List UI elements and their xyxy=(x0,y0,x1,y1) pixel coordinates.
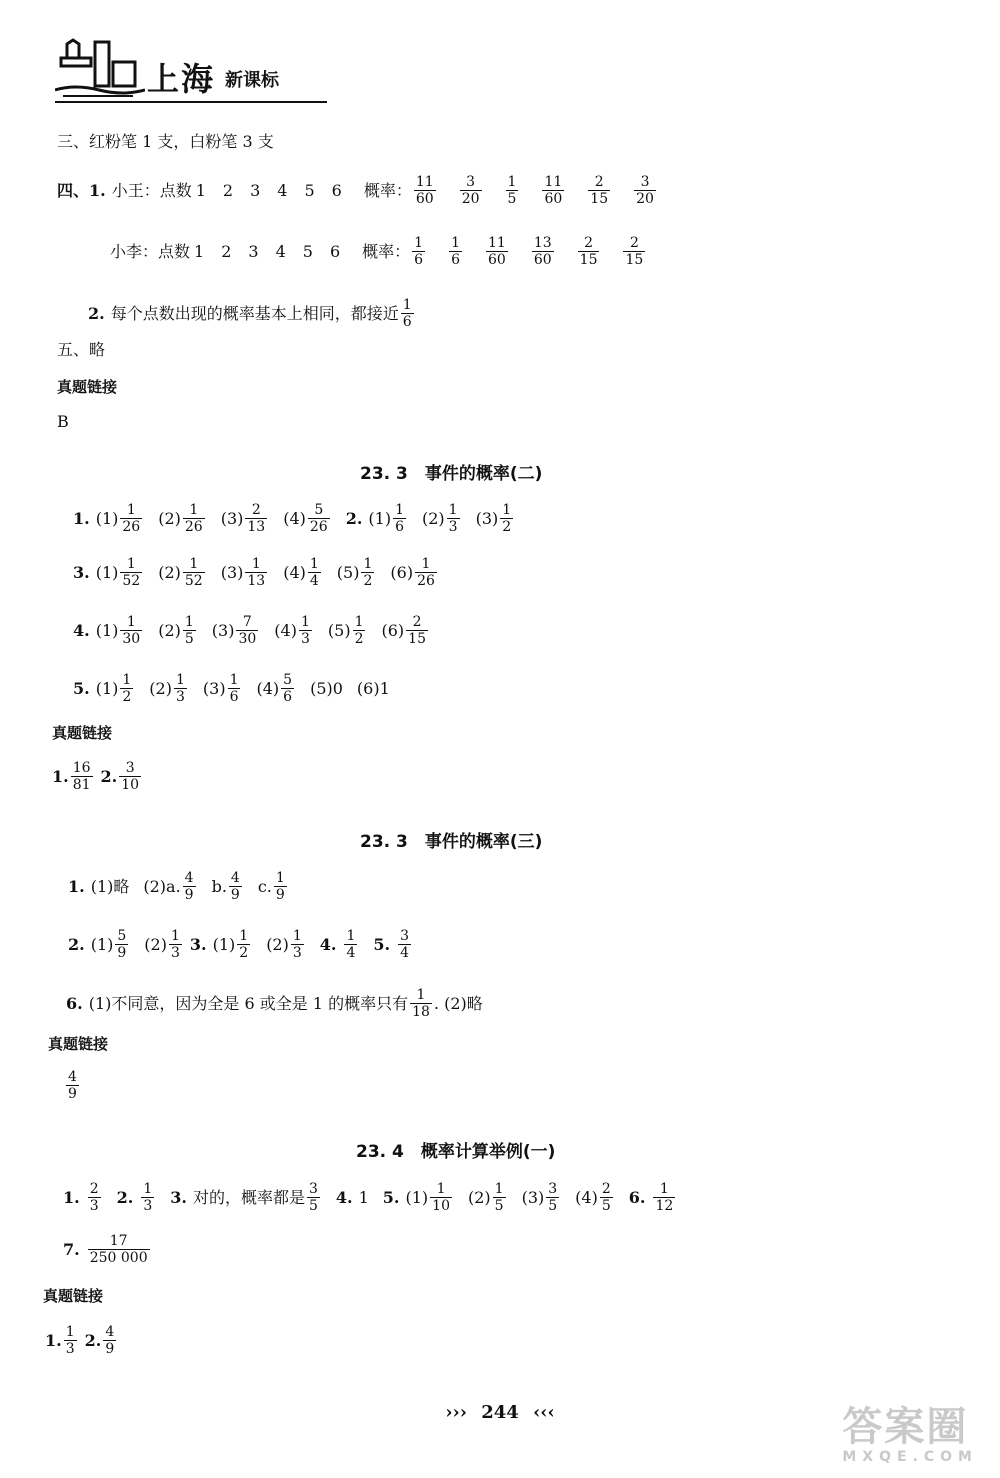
sub-label: (4) xyxy=(283,562,306,582)
fraction: $\frac{1}{3}$ xyxy=(292,928,302,961)
link-answer-row xyxy=(52,760,143,793)
section-heading: 23. 3 事件的概率(三) xyxy=(360,832,543,852)
sub-label: (6) xyxy=(390,562,414,582)
watermark-title: 答案圈 xyxy=(842,1404,969,1450)
sub-label: (1) xyxy=(405,1187,429,1207)
fraction: $\frac{2}{15}$ xyxy=(625,235,644,268)
fraction: $\frac{1}{4}$ xyxy=(309,556,319,589)
fraction: $\frac{4}{9}$ xyxy=(184,870,194,903)
sub-label: (2) xyxy=(158,620,181,640)
fraction: $\frac{1}{6}$ xyxy=(402,297,412,330)
item-number: 1. xyxy=(73,508,90,528)
fraction: $\frac{11}{60}$ xyxy=(544,174,563,207)
item-number: 6. xyxy=(66,993,83,1013)
point-value: 6 xyxy=(331,180,342,200)
watermark xyxy=(842,1405,978,1465)
sub-label: (4) xyxy=(274,620,297,640)
arrow-left-icon: ‹‹‹ xyxy=(533,1402,555,1423)
item-number: 4. xyxy=(335,1187,353,1207)
sub-label: (6) xyxy=(381,620,405,640)
fraction: $\frac{1}{12}$ xyxy=(655,1181,674,1214)
header-logo xyxy=(55,38,327,108)
fraction: $\frac{1}{3}$ xyxy=(448,502,458,535)
sub-label: (2) xyxy=(467,1187,491,1207)
answer-row xyxy=(63,1233,152,1266)
answer-row xyxy=(63,1181,677,1214)
sub-label: (3) xyxy=(475,508,499,528)
arrow-right-icon: ››› xyxy=(445,1402,467,1423)
answer-row xyxy=(73,614,430,647)
sub-label: (4) xyxy=(575,1187,598,1207)
answer-text: (1)略 xyxy=(90,876,130,896)
answer-text: (1)不同意，因为全是 6 或全是 1 的概率只有 xyxy=(88,993,409,1013)
item-number: 6. xyxy=(628,1187,646,1207)
fraction: $\frac{1}{26}$ xyxy=(184,502,203,535)
link-answer: B xyxy=(57,412,69,431)
item-number: 5. xyxy=(382,1187,400,1207)
fraction: $\frac{2}{15}$ xyxy=(590,174,609,207)
sub-label: (3) xyxy=(521,1187,545,1207)
fraction: $\frac{3}{5}$ xyxy=(548,1181,558,1214)
sub-label: (2) xyxy=(149,678,172,698)
fraction: $\frac{1}{10}$ xyxy=(432,1181,450,1214)
fraction: $\frac{1}{6}$ xyxy=(395,502,404,535)
answer-text: (2)a. xyxy=(143,876,181,896)
answer-text: . (2)略 xyxy=(433,993,483,1013)
sub-label: (1) xyxy=(95,508,119,528)
fraction: $\frac{5}{26}$ xyxy=(309,502,328,535)
fraction: $\frac{2}{3}$ xyxy=(89,1181,99,1214)
point-value: 3 xyxy=(250,180,261,200)
answer-row xyxy=(73,556,439,589)
item-number: 4. xyxy=(319,934,337,954)
fraction: $\frac{1}{5}$ xyxy=(507,174,517,207)
fraction: $\frac{1}{5}$ xyxy=(184,614,194,647)
fraction: $\frac{1}{4}$ xyxy=(346,928,356,961)
fraction: $\frac{1}{2}$ xyxy=(363,556,373,589)
sub-label: (5) xyxy=(336,562,360,582)
item-number: 2. xyxy=(345,508,363,528)
answer-text: c. xyxy=(257,876,272,896)
sub-label: (1) xyxy=(368,508,392,528)
item-number: 1. xyxy=(63,1187,80,1207)
fraction: $\frac{1}{30}$ xyxy=(122,614,141,647)
item-number: 2. xyxy=(116,1187,134,1207)
fraction: $\frac{3}{10}$ xyxy=(121,760,140,793)
item-number: 3. xyxy=(73,562,90,582)
point-value: 2 xyxy=(221,241,232,261)
fraction: $\frac{1}{9}$ xyxy=(275,870,285,903)
item-number: 2. xyxy=(68,934,85,954)
answer-three: 三、红粉笔 1 支，白粉笔 3 支 xyxy=(57,132,274,151)
section-label: 真题链接 xyxy=(57,378,118,396)
item-number: 4. xyxy=(73,620,90,640)
fraction: $\frac{1}{6}$ xyxy=(451,235,460,268)
fraction: $\frac{2}{15}$ xyxy=(579,235,598,268)
fraction: $\frac{3}{5}$ xyxy=(308,1181,318,1214)
fraction: $\frac{1}{2}$ xyxy=(239,928,249,961)
prob-label: 概率： xyxy=(363,180,412,200)
section-label: 真题链接 xyxy=(52,724,113,742)
li-label: 小李：点数 xyxy=(110,241,191,261)
fraction: $\frac{1}{52}$ xyxy=(184,556,203,589)
page-number: 244 xyxy=(481,1402,519,1423)
fraction: $\frac{1}{26}$ xyxy=(417,556,435,589)
point-value: 4 xyxy=(275,241,286,261)
item-number: 2. xyxy=(100,766,118,786)
item-number: 7. xyxy=(63,1239,80,1259)
sub-label: (2) xyxy=(422,508,445,528)
building-icon xyxy=(55,38,145,102)
section-label: 真题链接 xyxy=(43,1287,104,1305)
answer-row xyxy=(73,672,390,705)
section-label: 真题链接 xyxy=(48,1035,109,1053)
fraction: $\frac{4}{9}$ xyxy=(68,1069,77,1102)
item-number: 四、1. xyxy=(57,180,106,200)
link-answer-row xyxy=(64,1069,81,1102)
fraction: $\frac{1}{2}$ xyxy=(354,614,364,647)
answer-text: 1 xyxy=(358,1187,369,1207)
sub-label: (1) xyxy=(212,934,236,954)
sub-label: (2) xyxy=(158,508,181,528)
answer-four-q2 xyxy=(88,297,416,330)
answer-four-wang-row xyxy=(57,174,658,207)
answer-four-li-row xyxy=(110,235,647,268)
item-number: 2. xyxy=(84,1330,102,1350)
point-value: 3 xyxy=(248,241,259,261)
fraction: $\frac{1}{18}$ xyxy=(412,987,430,1020)
item-number: 1. xyxy=(45,1330,62,1350)
fraction: $\frac{3}{4}$ xyxy=(400,928,410,961)
section-heading: 23. 4 概率计算举例(一) xyxy=(356,1142,556,1162)
fraction: $\frac{1}{3}$ xyxy=(170,928,180,961)
sub-label: (3) xyxy=(211,620,235,640)
fraction: $\frac{5}{9}$ xyxy=(117,928,127,961)
fraction: $\frac{11}{60}$ xyxy=(415,174,434,207)
sub-label: (2) xyxy=(158,562,181,582)
answer-row xyxy=(66,987,483,1020)
section-heading: 23. 3 事件的概率(二) xyxy=(360,464,543,484)
fraction: $\frac{17}{250 000}$ xyxy=(89,1233,148,1266)
header-title: 上海 xyxy=(147,60,216,98)
answer-text: 对的，概率都是 xyxy=(192,1187,305,1207)
fraction: $\frac{1}{26}$ xyxy=(122,502,141,535)
fraction: $\frac{13}{60}$ xyxy=(533,235,552,268)
answer-row xyxy=(68,870,289,903)
fraction: $\frac{4}{9}$ xyxy=(230,870,240,903)
answer-text: (6)1 xyxy=(356,678,390,698)
fraction: $\frac{1}{2}$ xyxy=(502,502,512,535)
item-number: 5. xyxy=(373,934,391,954)
fraction: $\frac{3}{20}$ xyxy=(636,174,654,207)
answer-text: (5)0 xyxy=(310,678,343,698)
link-answer-row xyxy=(45,1324,118,1357)
fraction: $\frac{1}{52}$ xyxy=(122,556,141,589)
sub-label: (3) xyxy=(220,562,244,582)
answer-text: 每个点数出现的概率基本上相同，都接近 xyxy=(110,303,399,323)
item-number: 3. xyxy=(170,1187,187,1207)
point-value: 1 xyxy=(194,241,205,261)
header-subtitle: 新课标 xyxy=(225,70,279,91)
answer-five: 五、略 xyxy=(57,340,106,359)
sub-label: (5) xyxy=(327,620,351,640)
item-number: 5. xyxy=(73,678,90,698)
header-rule xyxy=(55,101,327,103)
fraction: $\frac{1}{3}$ xyxy=(65,1324,75,1357)
fraction: $\frac{1}{3}$ xyxy=(300,614,310,647)
item-number: 1. xyxy=(68,876,85,896)
fraction: $\frac{1}{3}$ xyxy=(175,672,185,705)
fraction: $\frac{1}{2}$ xyxy=(122,672,132,705)
fraction: $\frac{1}{3}$ xyxy=(143,1181,153,1214)
fraction: $\frac{1}{13}$ xyxy=(247,556,266,589)
answer-text: b. xyxy=(211,876,227,896)
fraction: $\frac{3}{20}$ xyxy=(461,174,480,207)
fraction: $\frac{5}{6}$ xyxy=(283,672,293,705)
point-value: 1 xyxy=(195,180,206,200)
fraction: $\frac{16}{81}$ xyxy=(72,760,91,793)
point-value: 5 xyxy=(304,180,315,200)
sub-label: (2) xyxy=(144,934,167,954)
item-number: 2. xyxy=(88,303,105,323)
fraction: $\frac{1}{6}$ xyxy=(414,235,424,268)
fraction: $\frac{11}{60}$ xyxy=(488,235,506,268)
sub-label: (1) xyxy=(90,934,114,954)
sub-label: (4) xyxy=(283,508,306,528)
fraction: $\frac{2}{15}$ xyxy=(408,614,426,647)
sub-label: (4) xyxy=(256,678,280,698)
point-value: 6 xyxy=(329,241,341,261)
point-value: 5 xyxy=(302,241,313,261)
point-value: 4 xyxy=(277,180,288,200)
sub-label: (3) xyxy=(220,508,244,528)
sub-label: (1) xyxy=(95,678,119,698)
fraction: $\frac{7}{30}$ xyxy=(238,614,257,647)
fraction: $\frac{4}{9}$ xyxy=(105,1324,115,1357)
sub-label: (1) xyxy=(95,562,119,582)
answer-row xyxy=(73,502,515,535)
fraction: $\frac{1}{5}$ xyxy=(494,1181,504,1214)
point-value: 2 xyxy=(222,180,234,200)
wang-label: 小王：点数 xyxy=(111,180,192,200)
watermark-url: MXQE.COM xyxy=(842,1449,978,1465)
prob-label: 概率： xyxy=(362,241,411,261)
fraction: $\frac{2}{13}$ xyxy=(247,502,266,535)
item-number: 1. xyxy=(52,766,69,786)
fraction: $\frac{1}{6}$ xyxy=(229,672,239,705)
fraction: $\frac{2}{5}$ xyxy=(601,1181,611,1214)
item-number: 3. xyxy=(189,934,207,954)
sub-label: (3) xyxy=(202,678,226,698)
sub-label: (2) xyxy=(266,934,289,954)
sub-label: (1) xyxy=(95,620,119,640)
answer-row xyxy=(68,928,413,961)
